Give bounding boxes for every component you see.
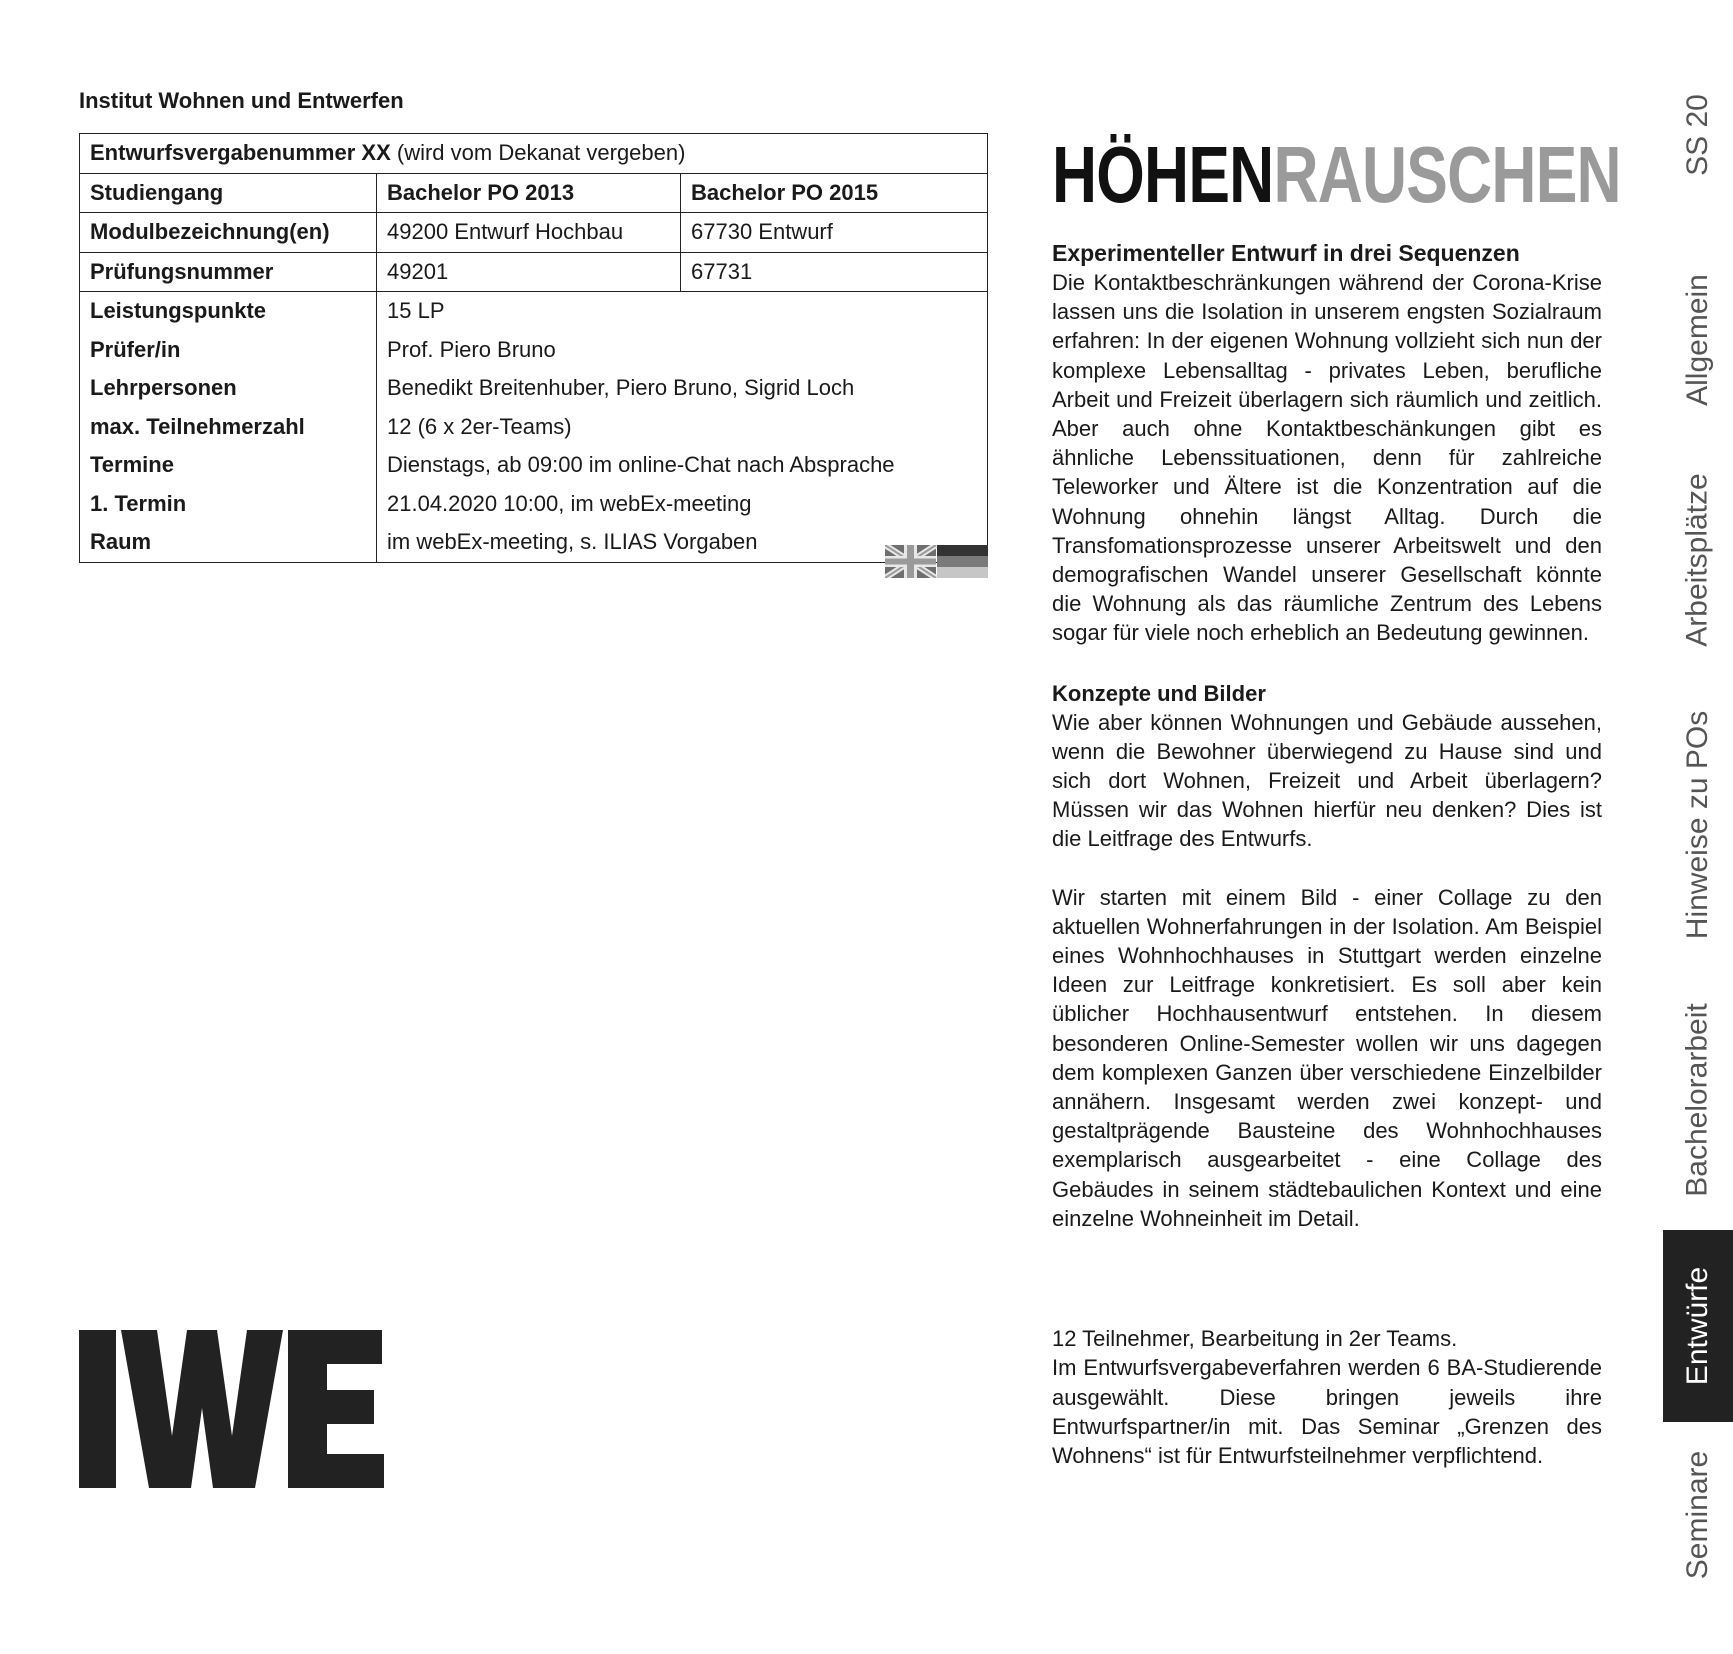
iwe-logo xyxy=(79,1330,384,1488)
section-heading-experimental: Experimenteller Entwurf in drei Sequenzen xyxy=(1052,240,1520,266)
course-info-table xyxy=(79,133,988,563)
spacer xyxy=(1052,854,1602,883)
german-flag-icon[interactable] xyxy=(937,545,988,578)
table-row xyxy=(80,485,988,524)
table-row xyxy=(80,408,988,447)
table-row xyxy=(80,523,988,562)
tab-arbeitsplaetze[interactable] xyxy=(1663,460,1733,660)
assignment-number-cell xyxy=(80,134,988,174)
table-header-row xyxy=(80,173,988,213)
tab-entwuerfe[interactable] xyxy=(1663,1230,1733,1422)
institute-title: Institut Wohnen und Entwerfen xyxy=(79,88,404,113)
table-cell: 49200 Entwurf Hochbau xyxy=(377,213,681,253)
table-cell: 21.04.2020 10:00, im webEx-meeting xyxy=(377,485,988,524)
table-row xyxy=(80,369,988,408)
table-cell: max. Teilnehmerzahl xyxy=(80,408,377,447)
table-cell: Raum xyxy=(80,523,377,562)
table-row xyxy=(80,331,988,370)
table-cell: Prüfungsnummer xyxy=(80,252,377,292)
table-cell: im webEx-meeting, s. ILIAS Vorgaben xyxy=(377,523,988,562)
uk-flag-icon[interactable] xyxy=(885,545,936,578)
table-cell: Lehrpersonen xyxy=(80,369,377,408)
tab-seminare[interactable] xyxy=(1663,1440,1733,1590)
tab-label: Seminare xyxy=(1681,1450,1714,1580)
paragraph-intro: Die Kontaktbeschränkungen während der Corona-Krise lassen uns die Isolation in unserem engsten Sozialraum erfahren: In der eigenen Wohnung vollzieht sich nun der komplexe Lebensalltag - privates Leben, berufliche Arbeit und Freizeit überlagern sich räumlich und zeitlich. Aber auch ohne Kontaktbeschänkungen gibt es ähnliche Lebenssituationen, denn für zahlreiche Teleworker und Ältere ist die Konzentration auf die Wohnung ohnehin längst Alltag. Durch die Transfomationsprozesse unserer Arbeitswelt und den demografischen Wandel unserer Gesellschaft könnte die Wohnung als das räumliche Zentrum des Lebens sogar für viele noch erheblich an Bedeutung gewinnen. xyxy=(1052,270,1602,646)
tab-label: Hinweise zu POs xyxy=(1681,710,1715,940)
assignment-number-note: (wird vom Dekanat vergeben) xyxy=(396,140,686,166)
table-cell: 15 LP xyxy=(377,292,988,331)
logo-part-rauschen: RAUSCHEN xyxy=(1273,130,1621,219)
language-flags xyxy=(885,545,988,578)
table-row xyxy=(80,213,988,253)
iwe-letterforms xyxy=(79,1330,384,1488)
tab-ss-20[interactable] xyxy=(1663,80,1733,190)
tab-hinweise-zu-pos[interactable] xyxy=(1663,700,1733,950)
table-cell: Prüfer/in xyxy=(80,331,377,370)
table-cell: Benedikt Breitenhuber, Piero Bruno, Sigrid Loch xyxy=(377,369,988,408)
paragraph-approach: Wir starten mit einem Bild - einer Collage zu den aktuellen Wohnerfahrungen in der Isolation. Am Beispiel eines Wohnhochhauses in Stuttgart werden einzelne Ideen zur Leitfrage konkretisiert. Es soll aber kein üblicher Hochhausentwurf entstehen. In diesem besonderen Online-Semester wollen wir uns dagegen dem komplexen Ganzen über verschiedene Einzelbilder annähern. Insgesamt werden zwei konzept- und gestaltprägende Bausteine des Wohnhochhauses exemplarisch ausgearbeitet - eine Collage des Gebäudes in seinem städtebaulichen Kontext und eine einzelne Wohneinheit im Detail. xyxy=(1052,884,1602,1231)
table-cell: 67731 xyxy=(681,252,988,292)
project-description xyxy=(1052,238,1602,1470)
table-cell: Modulbezeichnung(en) xyxy=(80,213,377,253)
spacer xyxy=(1052,648,1602,679)
table-cell: 1. Termin xyxy=(80,485,377,524)
tab-bachelorarbeit[interactable] xyxy=(1663,990,1733,1210)
paragraph-participants-line: 12 Teilnehmer, Bearbeitung in 2er Teams. xyxy=(1052,1326,1458,1352)
paragraph-question: Wie aber können Wohnungen und Gebäude aussehen, wenn die Bewohner überwiegend zu Hause sind und sich dort Wohnen, Freizeit und Arbeit überlagern? Müssen wir das Wohnen hierfür neu denken? Dies ist die Leitfrage des Entwurfs. xyxy=(1052,709,1602,852)
tab-allgemein[interactable] xyxy=(1663,260,1733,420)
hoehenrauschen-logo xyxy=(1052,130,1621,219)
table-row xyxy=(80,292,988,331)
tab-label: Bachelorarbeit xyxy=(1681,1003,1715,1197)
tab-label: Arbeitsplätze xyxy=(1681,473,1714,647)
tab-label: Allgemein xyxy=(1681,274,1715,406)
spacer xyxy=(1052,1233,1602,1324)
table-row xyxy=(80,446,988,485)
table-cell: Dienstags, ab 09:00 im online-Chat nach Absprache xyxy=(377,446,988,485)
table-row xyxy=(80,252,988,292)
table-cell: Prof. Piero Bruno xyxy=(377,331,988,370)
paragraph-participants: Im Entwurfsvergabeverfahren werden 6 BA-Studierende ausgewählt. Diese bringen jeweils ihre Entwurfspartner/in mit. Das Seminar „Grenzen des Wohnens“ ist für Entwurfsteilnehmer verpflichtend. xyxy=(1052,1355,1602,1468)
tab-label: Entwürfe xyxy=(1681,1266,1715,1386)
table-cell: Studiengang xyxy=(80,173,377,213)
table-cell: 12 (6 x 2er-Teams) xyxy=(377,408,988,447)
table-cell: Bachelor PO 2013 xyxy=(377,173,681,213)
section-heading-concepts: Konzepte und Bilder xyxy=(1052,680,1266,706)
assignment-number-label: Entwurfsvergabenummer XX xyxy=(90,140,391,166)
table-title-row xyxy=(80,134,988,174)
table-cell: Leistungspunkte xyxy=(80,292,377,331)
table-cell: 49201 xyxy=(377,252,681,292)
logo-part-hoehen: HÖHEN xyxy=(1052,130,1274,219)
tab-label: SS 20 xyxy=(1681,94,1715,176)
table-cell: Termine xyxy=(80,446,377,485)
table-cell: 67730 Entwurf xyxy=(681,213,988,253)
table-cell: Bachelor PO 2015 xyxy=(681,173,988,213)
